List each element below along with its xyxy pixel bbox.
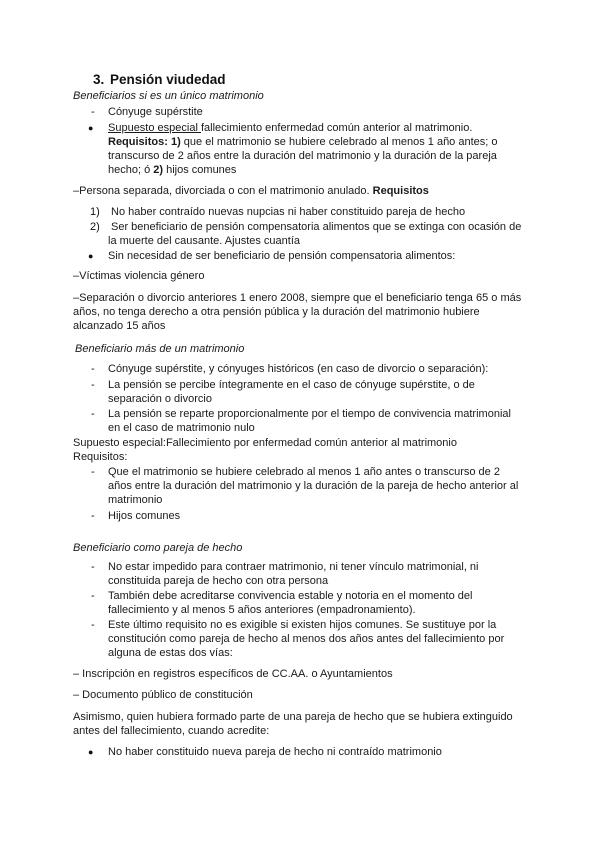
list-number: 2) <box>90 221 100 233</box>
dash-marker: – <box>73 185 80 197</box>
list-item-continuation: fallecimiento y al menos 5 años anteriores (empadronamiento). <box>108 604 416 616</box>
multi-marriage-heading: Beneficiario más de un matrimonio <box>75 343 245 355</box>
bullet-marker: ● <box>88 123 94 133</box>
list-item: Hijos comunes <box>108 510 181 522</box>
requirement-number: 1) <box>170 136 181 148</box>
dash-marker: - <box>91 379 95 391</box>
dash-marker: - <box>91 466 95 478</box>
dash-marker: - <box>91 106 95 118</box>
pre2008-line: años, no tenga derecho a otra pensión pública y la duración del matrimonio hubiere <box>73 306 480 318</box>
single-marriage-heading: Beneficiarios si es un único matrimonio <box>73 90 264 102</box>
list-item: No haber constituido nueva pareja de hecho ni contraído matrimonio <box>108 746 442 758</box>
list-item-continuation: alguna de estas dos vías: <box>108 647 233 659</box>
separated-text: Persona separada, divorciada o con el matrimonio anulado. <box>79 185 373 197</box>
list-item-continuation: constitución como pareja de hecho al menos dos años antes del fallecimiento por <box>108 633 505 645</box>
list-item: Cónyuge supérstite, y cónyuges históricos (en caso de divorcio o separación): <box>108 363 489 375</box>
special-case-line <box>108 122 472 135</box>
partnership-heading: Beneficiario como pareja de hecho <box>73 542 243 554</box>
list-item: La pensión se percibe íntegramente en el caso de cónyuge supérstite, o de <box>108 379 475 391</box>
requirement-text: que el matrimonio se hubiere celebrado al menos 1 año antes; o <box>180 136 498 148</box>
list-item-continuation: matrimonio <box>108 494 163 506</box>
list-item: Sin necesidad de ser beneficiario de pensión compensatoria alimentos: <box>108 250 456 262</box>
list-item-continuation: separación o divorcio <box>108 393 212 405</box>
list-item-continuation: la muerte del causante. Ajustes cuantía <box>108 235 301 247</box>
requirements-label: Requisitos: <box>108 136 168 148</box>
multi-requirements-label: Requisitos: <box>73 451 128 463</box>
requirements-line-2: transcurso de 2 años entre la duración del matrimonio y la duración de la pareja <box>108 150 497 162</box>
public-document-route-line: – Documento público de constitución <box>73 689 253 701</box>
list-item: Ser beneficiario de pensión compensatoria alimentos que se extinga con ocasión de <box>111 221 522 233</box>
list-item: Cónyuge supérstite <box>108 106 203 118</box>
requirement-text: hijos comunes <box>163 164 237 176</box>
requirement-text: hecho; ó <box>108 164 154 176</box>
list-item: No estar impedido para contraer matrimonio, ni tener vínculo matrimonial, ni <box>108 561 479 573</box>
bullet-marker: ● <box>88 747 94 757</box>
dash-marker: - <box>91 510 95 522</box>
separated-line <box>73 185 429 198</box>
dash-marker: - <box>91 619 95 631</box>
section-title: Pensión viudedad <box>110 72 226 87</box>
list-item: También debe acreditarse convivencia estable y notoria en el momento del <box>108 590 473 602</box>
requirements-line <box>108 136 498 149</box>
requirements-line-3 <box>108 164 236 177</box>
pre2008-line: alcanzado 15 años <box>73 320 166 332</box>
registration-route-line: – Inscripción en registros específicos de CC.AA. o Ayuntamientos <box>73 668 393 680</box>
list-item: No haber contraído nuevas nupcias ni haber constituido pareja de hecho <box>111 206 466 218</box>
list-item-continuation: constituida pareja de hecho con otra persona <box>108 575 329 587</box>
section-number: 3. <box>93 72 105 87</box>
separated-requirements-label: Requisitos <box>372 185 429 197</box>
dash-marker: - <box>91 408 95 420</box>
dash-marker: - <box>91 363 95 375</box>
requirement-number: 2) <box>153 164 164 176</box>
list-item: Que el matrimonio se hubiere celebrado al menos 1 año antes o transcurso de 2 <box>108 466 500 478</box>
special-case-text: fallecimiento enfermedad común anterior al matrimonio. <box>200 122 473 134</box>
special-case-label: Supuesto especial <box>108 122 201 134</box>
asimismo-line: antes del fallecimiento, cuando acredite: <box>73 725 270 737</box>
multi-special-line: Supuesto especial:Fallecimiento por enfermedad común anterior al matrimonio <box>73 437 457 449</box>
dash-marker: - <box>91 590 95 602</box>
bullet-marker: ● <box>88 251 94 261</box>
list-item: Este último requisito no es exigible si existen hijos comunes. Se sustituye por la <box>108 619 497 631</box>
list-item-continuation: años entre la duración del matrimonio y la duración de la pareja de hecho anterior al <box>108 480 519 492</box>
list-item-continuation: en el caso de matrimonio nulo <box>108 422 255 434</box>
dash-marker: - <box>91 561 95 573</box>
list-number: 1) <box>90 206 100 218</box>
victims-line: –Víctimas violencia género <box>73 270 205 282</box>
pre2008-line: –Separación o divorcio anteriores 1 enero 2008, siempre que el beneficiario tenga 65 o más <box>73 292 522 304</box>
list-item: La pensión se reparte proporcionalmente por el tiempo de convivencia matrimonial <box>108 408 511 420</box>
asimismo-line: Asimismo, quien hubiera formado parte de una pareja de hecho que se hubiera extinguido <box>73 711 513 723</box>
